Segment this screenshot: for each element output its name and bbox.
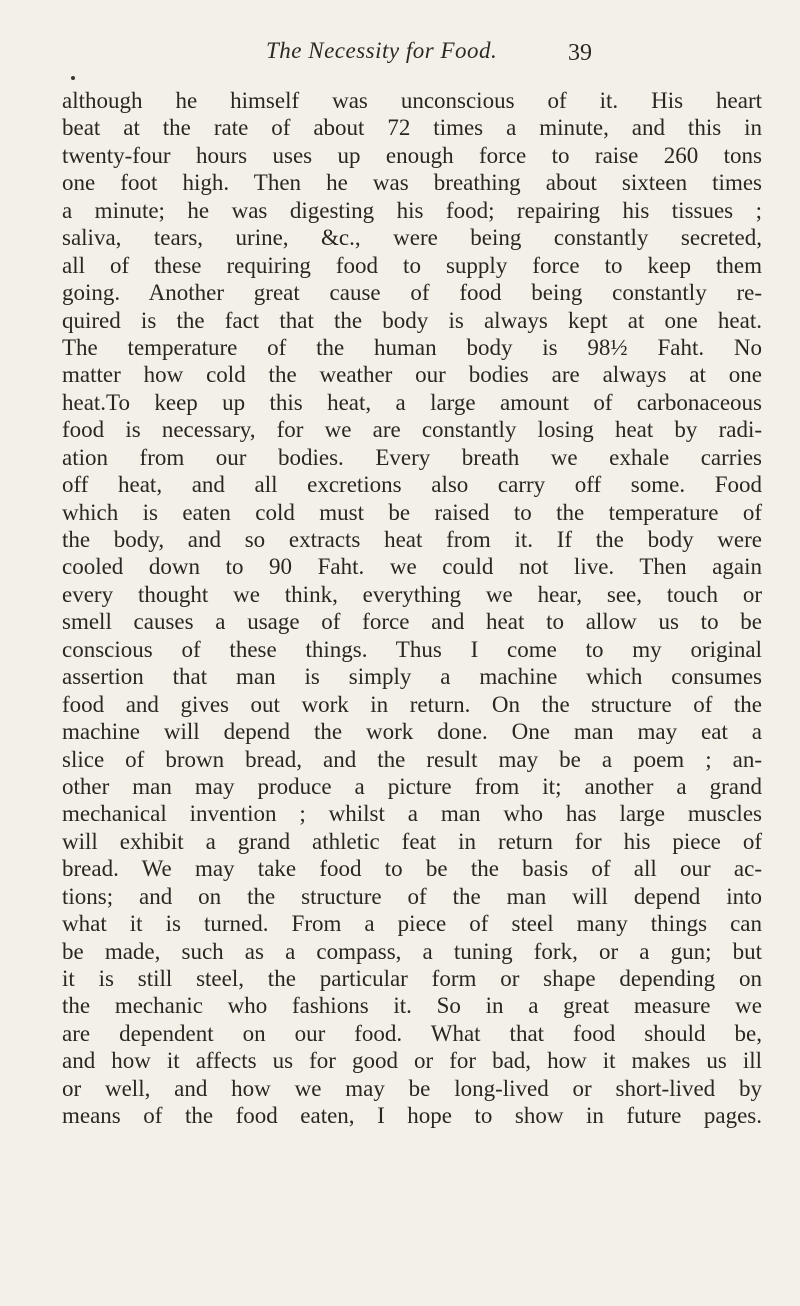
text-line: matter how cold the weather our bodies are always at one bbox=[62, 362, 762, 388]
text-line: the body, and so extracts heat from it. If the body were bbox=[62, 527, 762, 552]
text-line: off heat, and all excretions also carry off some. Food bbox=[62, 472, 762, 498]
text-line: what it is turned. From a piece of steel many things can bbox=[62, 911, 762, 937]
text-line: means of the food eaten, I hope to show in future pages. bbox=[62, 1103, 762, 1129]
text-line: which is eaten cold must be raised to the temperature of bbox=[62, 499, 762, 525]
text-line: slice of brown bread, and the result may be a poem ; an- bbox=[62, 746, 762, 772]
text-line: ation from our bodies. Every breath we exhale carries bbox=[62, 444, 762, 470]
text-line: beat at the rate of about 72 times a minute, and this in bbox=[62, 115, 762, 141]
text-line: tions; and on the structure of the man will depend into bbox=[62, 883, 762, 909]
text-line: quired is the fact that the body is always kept at one heat. bbox=[62, 307, 762, 333]
text-line: all of these requiring food to supply force to keep them bbox=[62, 252, 762, 278]
text-line: conscious of these things. Thus I come to my original bbox=[62, 636, 762, 662]
text-line: a minute; he was digesting his food; repairing his tissues ; bbox=[62, 197, 762, 223]
text-line: food and gives out work in return. On the structure of the bbox=[62, 691, 762, 717]
text-line: other man may produce a picture from it; another a grand bbox=[62, 773, 762, 799]
text-line: food is necessary, for we are constantly losing heat by radi- bbox=[62, 417, 762, 443]
text-line: are dependent on our food. What that food should be, bbox=[62, 1020, 762, 1046]
text-line: although he himself was unconscious of it. His heart bbox=[62, 88, 762, 113]
running-title: The Necessity for Food. bbox=[266, 38, 498, 63]
text-line: heat.To keep up this heat, a large amount of carbonaceous bbox=[62, 389, 762, 415]
text-line: one foot high. Then he was breathing about sixteen times bbox=[62, 170, 762, 196]
text-line: going. Another great cause of food being constantly re- bbox=[62, 280, 762, 306]
text-line: smell causes a usage of force and heat to allow us to be bbox=[62, 609, 762, 635]
text-line: it is still steel, the particular form or shape depending on bbox=[62, 966, 762, 991]
text-line: cooled down to 90 Faht. we could not live. Then again bbox=[62, 554, 762, 580]
text-line: saliva, tears, urine, &c., were being constantly secreted, bbox=[62, 225, 762, 251]
text-line: be made, such as a compass, a tuning fork, or a gun; but bbox=[62, 938, 762, 964]
running-head bbox=[0, 38, 800, 68]
text-line: The temperature of the human body is 98½ Faht. No bbox=[62, 334, 762, 360]
body-paragraph bbox=[62, 87, 762, 1130]
text-line: bread. We may take food to be the basis of all our ac- bbox=[62, 856, 762, 882]
text-line: twenty-four hours uses up enough force to raise 260 tons bbox=[62, 142, 762, 168]
text-line: the mechanic who fashions it. So in a great measure we bbox=[62, 993, 762, 1019]
text-line: or well, and how we may be long-lived or short-lived by bbox=[62, 1075, 762, 1101]
ink-speck bbox=[71, 76, 75, 80]
text-line: mechanical invention ; whilst a man who has large muscles bbox=[62, 801, 762, 827]
text-line: every thought we think, everything we hear, see, touch or bbox=[62, 581, 762, 607]
text-line: and how it affects us for good or for bad, how it makes us ill bbox=[62, 1048, 762, 1074]
text-line: assertion that man is simply a machine which consumes bbox=[62, 664, 762, 690]
page-number: 39 bbox=[568, 40, 592, 66]
text-line: will exhibit a grand athletic feat in return for his piece of bbox=[62, 828, 762, 854]
text-line: machine will depend the work done. One man may eat a bbox=[62, 719, 762, 745]
